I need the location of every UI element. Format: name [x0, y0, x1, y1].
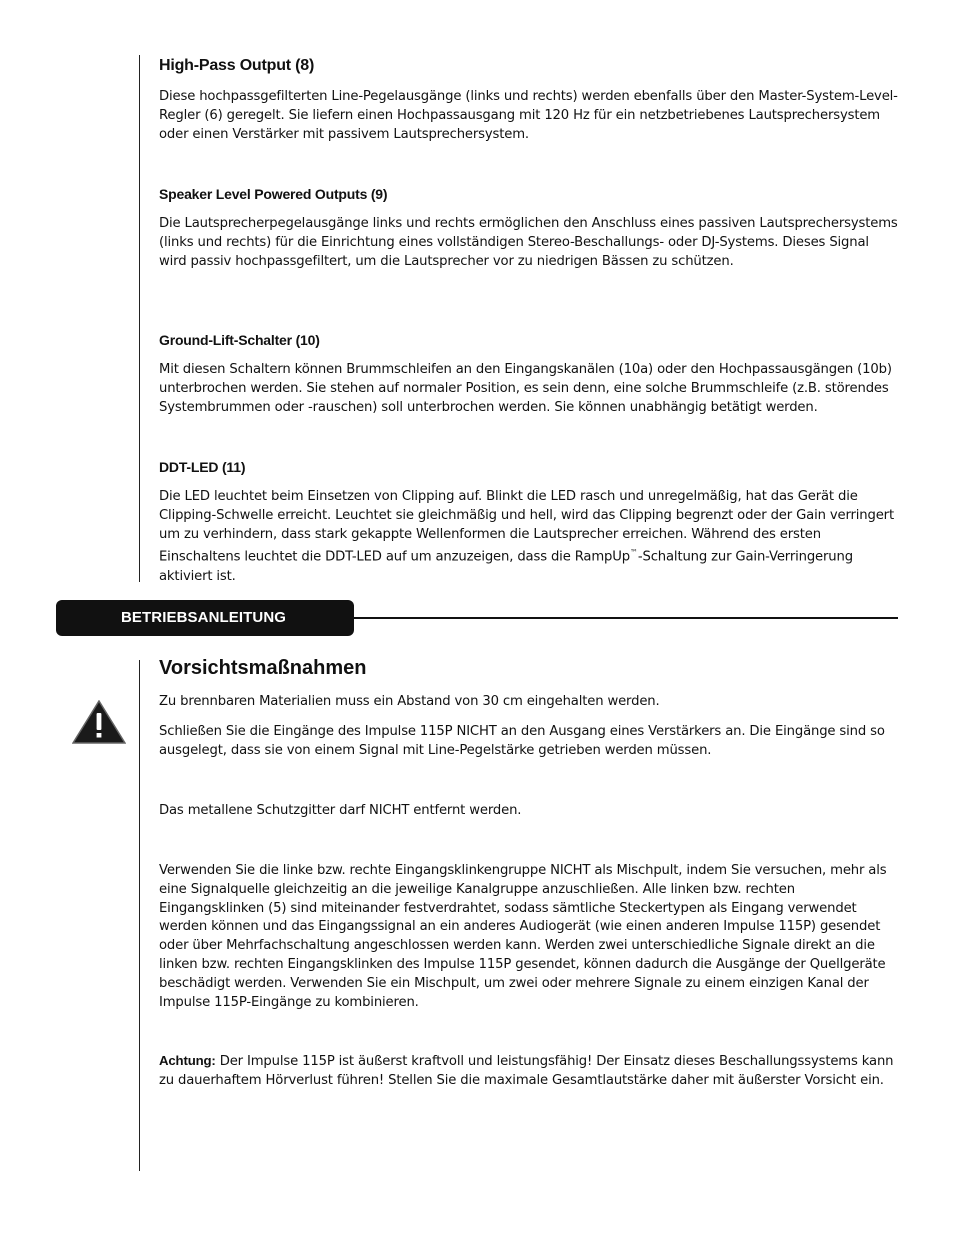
warning-label: Achtung: [159, 1053, 216, 1068]
precautions-section [159, 0, 899, 1235]
text-ground-lift: Mit diesen Schaltern können Brummschleifen an den Eingangskanälen (10a) oder den Hochpassausgängen (10b) unterbrochen werden. Sie stehen auf normaler Position, es sein denn, eine solche Brummschleife (z.B. störendes Systembrummen oder -rauschen) soll unterbrochen werden. Sie können unabhängig betätigt werden. [159, 362, 892, 415]
precaution-mixer: Verwenden Sie die linke bzw. rechte Eingangsklinkengruppe NICHT als Mischpult, indem Sie versuchen, mehr als eine Signalquelle gleichzeitig an die jeweilige Kanalgruppe anzuschließen. Alle linken bzw. rechten Eingangsklinken (5) sind miteinander festverdrahtet, sodass sämtliche Steckertypen als Eingang verwendet werden können und das Eingangssignal an ein anderes Audiogerät (wie einen anderen Impulse 115P) gesendet oder über Mehrfachschaltung angeschlossen werden kann. Werden zwei unterschiedliche Signale direkt an die linken bzw. rechten Eingangsklinken des Impulse 115P gesendet, können dadurch die Ausgänge der Quellgeräte beschädigt werden. Verwenden Sie ein Mischpult, um zwei oder mehrere Signale zu einem einzigen Kanal der Impulse 115P-Eingänge zu kombinieren. [159, 863, 887, 1010]
text-speaker-level-outputs: Die Lautsprecherpegelausgänge links und rechts ermöglichen den Anschluss eines passiven Lautsprechersystems (links und rechts) für die Einrichtung eines vollständigen Stereo-Beschallungs- oder DJ-Systems. Dieses Signal wird passiv hochpassgefiltert, um die Lautsprecher vor zu niedrigen Bässen zu schützen. [159, 216, 898, 269]
heading-ddt-led: DDT-LED (11) [159, 459, 246, 475]
heading-high-pass-output: High-Pass Output (8) [159, 57, 315, 74]
left-margin-rule-bottom [139, 660, 140, 1171]
warning-triangle-icon [72, 700, 126, 744]
precaution-grille: Das metallene Schutzgitter darf NICHT entfernt werden. [159, 803, 522, 818]
precautions-title: Vorsichtsmaßnahmen [159, 657, 367, 679]
banner-label: BETRIEBSANLEITUNG [121, 609, 287, 626]
heading-ground-lift: Ground-Lift-Schalter (10) [159, 332, 320, 348]
precaution-distance: Zu brennbaren Materialien muss ein Abstand von 30 cm eingehalten werden. [159, 694, 660, 709]
trademark-symbol: ™ [630, 548, 638, 558]
text-ddt-led-part1: Die LED leuchtet beim Einsetzen von Clipping auf. Blinkt die LED rasch und unregelmäßig, hat das Gerät die Clipping-Schwelle erreicht. Leuchtet sie gleichmäßig und hell, wird das Clipping begrenzt oder der Gain verringert um zu verhindern, dass stark gekappte Wellenformen die Lautsprecher erreichen. Während des ersten Einschaltens leuchtet die DDT-LED auf um anzuzeigen, dass die RampUp [159, 489, 894, 565]
heading-speaker-level-outputs: Speaker Level Powered Outputs (9) [159, 186, 388, 202]
text-ddt-led-part2: -Schaltung zur Gain-Verringerung aktiviert ist. [159, 549, 853, 584]
precaution-warning [159, 1052, 899, 1091]
text-high-pass-output: Diese hochpassgefilterten Line-Pegelausgänge (links und rechts) werden ebenfalls über den Master-System-Level-Regler (6) geregelt. Sie liefern einen Hochpassausgang mit 120 Hz für ein netzbetriebenes Lautsprechersystem oder einen Verstärker mit passivem Lautsprechersystem. [159, 89, 898, 142]
warning-text: Der Impulse 115P ist äußerst kraftvoll und leistungsfähig! Der Einsatz dieses Beschallungssystems kann zu dauerhaftem Hörverlust führen! Stellen Sie die maximale Gesamtlautstärke daher mit äußerster Vorsicht ein. [159, 1054, 894, 1088]
left-margin-rule-top [139, 55, 140, 582]
precaution-inputs: Schließen Sie die Eingänge des Impulse 115P NICHT an den Ausgang eines Verstärkers an. Die Eingänge sind so ausgelegt, dass sie von einem Signal mit Line-Pegelstärke getrieben werden müssen. [159, 724, 885, 758]
